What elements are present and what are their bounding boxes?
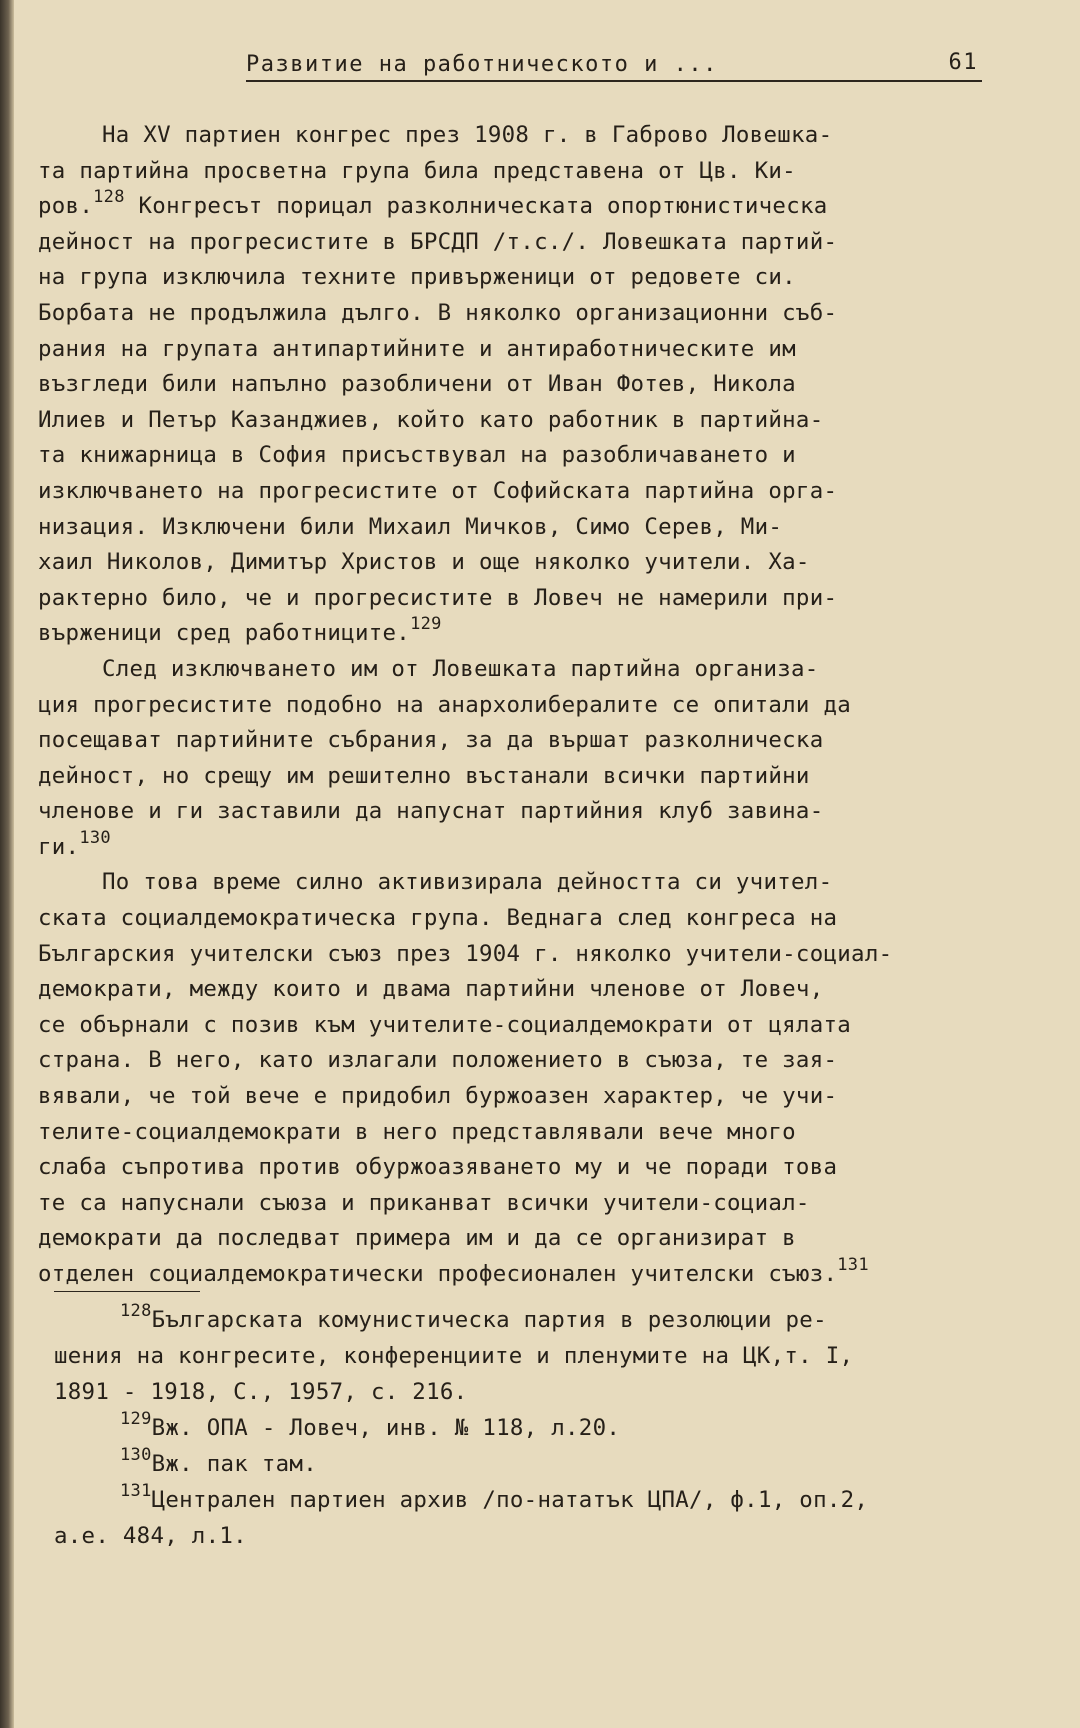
text-line — [38, 118, 984, 154]
text-line — [38, 1079, 984, 1115]
book-page — [14, 0, 1080, 1728]
line-text: се обърнали с позив към учителите-социалдемократи от цялата — [38, 1011, 852, 1038]
line-text: върженици сред работниците. — [38, 620, 411, 647]
text-line — [38, 794, 984, 830]
footnote-line — [54, 1338, 984, 1374]
footnote-text: 1891 - 1918, С., 1957, с. 216. — [54, 1379, 468, 1405]
book-binding-edge — [0, 0, 14, 1728]
line-text: ската социалдемократическа група. Веднага след конгреса на — [38, 905, 838, 932]
line-text: вявали, че той вече е придобил буржоазен характер, че учи- — [38, 1083, 838, 1110]
text-line — [38, 1257, 984, 1293]
text-line — [38, 652, 984, 688]
line-text: демократи, между които и двама партийни членове от Ловеч, — [38, 976, 824, 1003]
text-line — [38, 1008, 984, 1044]
line-text: ция прогресистите подобно на анархолибералите се опитали да — [38, 691, 852, 718]
footnote-number: 129 — [120, 1410, 152, 1429]
footnotes — [54, 1302, 984, 1554]
footnote-ref: 131 — [837, 1257, 869, 1275]
text-line — [38, 688, 984, 724]
footnote-text: Вж. ОПА - Ловеч, инв. № 118, л.20. — [151, 1415, 621, 1441]
text-line — [38, 367, 984, 403]
text-line — [38, 438, 984, 474]
line-text: рания на групата антипартийните и антиработническите им — [38, 335, 796, 362]
main-text — [38, 118, 984, 1293]
text-line — [38, 296, 984, 332]
text-line — [38, 937, 984, 973]
line-text: страна. В него, като излагали положението в съюза, те зая- — [38, 1047, 838, 1074]
footnote-text: Централен партиен архив /по-нататък ЦПА/, ф.1, оп.2, — [151, 1487, 869, 1513]
text-line — [38, 1115, 984, 1151]
line-text: По това време силно активизирала дейността си учител- — [102, 869, 833, 896]
footnote-text: шения на конгресите, конференциите и пленумите на ЦК,т. I, — [54, 1343, 854, 1369]
line-text: та партийна просветна група била представена от Цв. Ки- — [38, 157, 796, 184]
text-line — [38, 260, 984, 296]
line-text: та книжарница в София присъствувал на разобличаването и — [38, 442, 796, 469]
line-text: на група изключила техните привърженици от редовете си. — [38, 264, 796, 291]
footnote-number: 130 — [120, 1446, 152, 1465]
text-line — [38, 154, 984, 190]
footnote-line — [54, 1302, 984, 1338]
footnote-text: Българската комунистическа партия в резолюции ре- — [151, 1307, 827, 1333]
line-text: изключването на прогресистите от Софийската партийна орга- — [38, 477, 838, 504]
running-title: Развитие на работническото и ... — [246, 52, 718, 77]
line-text-continued: Конгресът порицал разколническата опортюнистическа — [124, 193, 828, 220]
line-text: демократи да последват примера им и да се организират в — [38, 1225, 796, 1252]
footnote-line — [54, 1482, 984, 1518]
footnote-separator — [54, 1291, 200, 1292]
text-line — [38, 759, 984, 795]
footnote-line — [54, 1410, 984, 1446]
page-number: 61 — [948, 50, 978, 75]
line-text: членове и ги заставили да напуснат партийния клуб завина- — [38, 798, 824, 825]
text-line — [38, 616, 984, 652]
line-text: ги. — [38, 833, 80, 860]
line-text: Българския учителски съюз през 1904 г. няколко учители-социал- — [38, 940, 893, 967]
text-line — [38, 510, 984, 546]
line-text: хаил Николов, Димитър Христов и още няколко учители. Ха- — [38, 549, 810, 576]
line-text: низация. Изключени били Михаил Мичков, Симо Серев, Ми- — [38, 513, 783, 540]
line-text: След изключването им от Ловешката партийна организа- — [102, 655, 819, 682]
line-text: посещават партийните събрания, за да вършат разколническа — [38, 727, 824, 754]
text-line — [38, 723, 984, 759]
text-line — [38, 1150, 984, 1186]
line-text: телите-социалдемократи в него представлявали вече много — [38, 1118, 796, 1145]
line-text: ров. — [38, 193, 94, 220]
footnote-text: а.е. 484, л.1. — [54, 1523, 247, 1549]
footnote-ref: 129 — [410, 616, 442, 635]
line-text: слаба съпротива против обуржоазяването му и че поради това — [38, 1154, 838, 1181]
line-text: рактерно било, че и прогресистите в Ловеч не намерили при- — [38, 584, 838, 611]
text-line — [38, 189, 984, 225]
footnote-ref: 130 — [79, 829, 111, 848]
line-text: На XV партиен конгрес през 1908 г. в Габрово Ловешка- — [102, 122, 833, 148]
text-line — [38, 474, 984, 510]
text-line — [38, 581, 984, 617]
text-line — [38, 545, 984, 581]
footnote-line — [54, 1374, 984, 1410]
text-line — [38, 332, 984, 368]
text-line — [38, 1186, 984, 1222]
line-text: отделен социалдемократически професионален учителски съюз. — [38, 1261, 838, 1287]
text-line — [38, 972, 984, 1008]
running-header — [246, 50, 982, 82]
text-line — [38, 403, 984, 439]
footnote-number: 128 — [120, 1302, 152, 1321]
footnote-line — [54, 1518, 984, 1554]
text-line — [38, 1221, 984, 1257]
line-text: възгледи били напълно разобличени от Иван Фотев, Никола — [38, 371, 796, 398]
footnote-ref: 128 — [93, 189, 125, 208]
line-text: дейност на прогресистите в БРСДП /т.с./. Ловешката партий- — [38, 228, 838, 255]
line-text: дейност, но срещу им решително въстанали всички партийни — [38, 762, 810, 789]
text-line — [38, 865, 984, 901]
text-line — [38, 901, 984, 937]
footnote-number: 131 — [120, 1482, 152, 1501]
line-text: Борбата не продължила дълго. В няколко организационни съб- — [38, 299, 838, 326]
footnote-text: Вж. пак там. — [151, 1451, 317, 1477]
footnote-line — [54, 1446, 984, 1482]
text-line — [38, 830, 984, 866]
text-line — [38, 1043, 984, 1079]
line-text: Илиев и Петър Казанджиев, който като работник в партийна- — [38, 406, 824, 433]
text-line — [38, 225, 984, 261]
line-text: те са напуснали съюза и приканват всички учители-социал- — [38, 1189, 810, 1216]
